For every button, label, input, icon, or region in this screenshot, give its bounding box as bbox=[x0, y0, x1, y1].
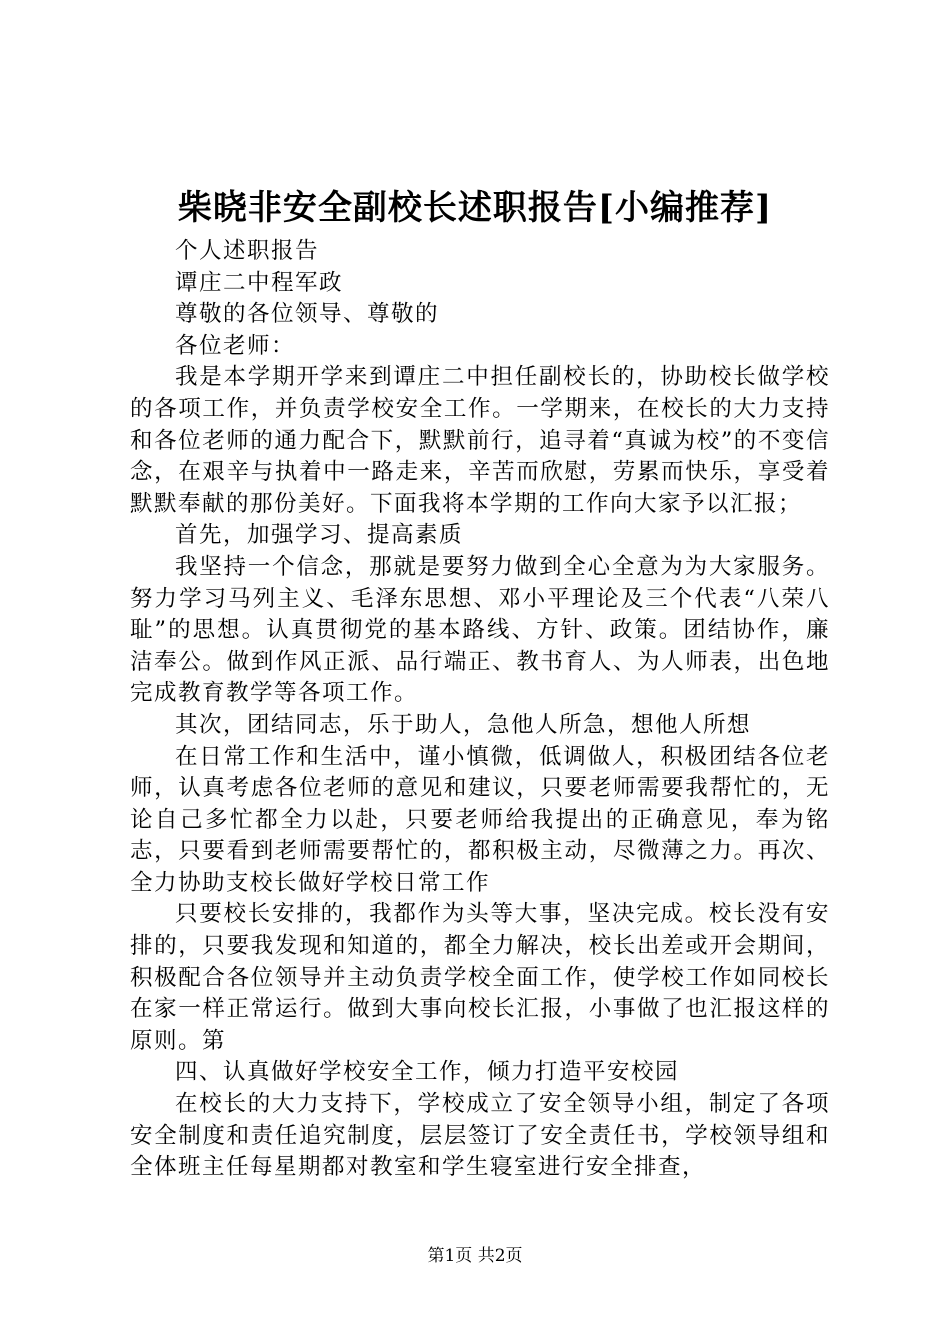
page-footer: 第1页 共2页 bbox=[427, 1246, 523, 1266]
paragraph: 首先，加强学习、提高素质 bbox=[175, 522, 464, 549]
paragraph: 各位老师： bbox=[175, 332, 296, 359]
paragraph: 其次，团结同志，乐于助人，急他人所急，想他人所想 bbox=[175, 711, 752, 738]
paragraph: 尊敬的各位领导、尊敬的 bbox=[175, 301, 440, 328]
paragraph: 我坚持一个信念，那就是要努力做到全心全意为为大家服务。努力学习马列主义、毛泽东思想、邓小平理论及三个代表“八荣八耻”的思想。认真贯彻党的基本路线、方针、政策。团结协作，廉洁奉公。做到作风正派、品行端正、教书育人、为人师表，出色地完成教育教学等各项工作。 bbox=[130, 553, 830, 707]
paragraph: 四、认真做好学校安全工作，倾力打造平安校园 bbox=[175, 1059, 680, 1086]
paragraph: 个人述职报告 bbox=[175, 238, 320, 264]
paragraph: 我是本学期开学来到谭庄二中担任副校长的，协助校长做学校的各项工作，并负责学校安全工作。一学期来，在校长的大力支持和各位老师的通力配合下，默默前行，追寻着“真诚为校”的不变信念，在艰辛与执着中一路走来，辛苦而欣慰，劳累而快乐，享受着默默奉献的那份美好。下面我将本学期的工作向大家予以汇报； bbox=[130, 364, 830, 517]
paragraph: 只要校长安排的，我都作为头等大事，坚决完成。校长没有安排的，只要我发现和知道的，都全力解决，校长出差或开会期间，积极配合各位领导并主动负责学校全面工作，使学校工作如同校长在家一样正常运行。做到大事向校长汇报，小事做了也汇报这样的原则。第 bbox=[130, 901, 830, 1054]
document-body bbox=[130, 236, 830, 1184]
paragraph: 在日常工作和生活中，谨小慎微，低调做人，积极团结各位老师，认真考虑各位老师的意见和建议，只要老师需要我帮忙的，无论自己多忙都全力以赴，只要老师给我提出的正确意见，奉为铭志，只要看到老师需要帮忙的，都积极主动，尽微薄之力。再次、全力协助支校长做好学校日常工作 bbox=[130, 743, 830, 896]
paragraph: 在校长的大力支持下，学校成立了安全领导小组，制定了各项安全制度和责任追究制度，层层签订了安全责任书，学校领导组和全体班主任每星期都对教室和学生寝室进行安全排查， bbox=[130, 1091, 830, 1181]
document-title: 柴晓非安全副校长述职报告[小编推荐] bbox=[177, 188, 773, 228]
paragraph: 谭庄二中程军政 bbox=[175, 269, 344, 296]
